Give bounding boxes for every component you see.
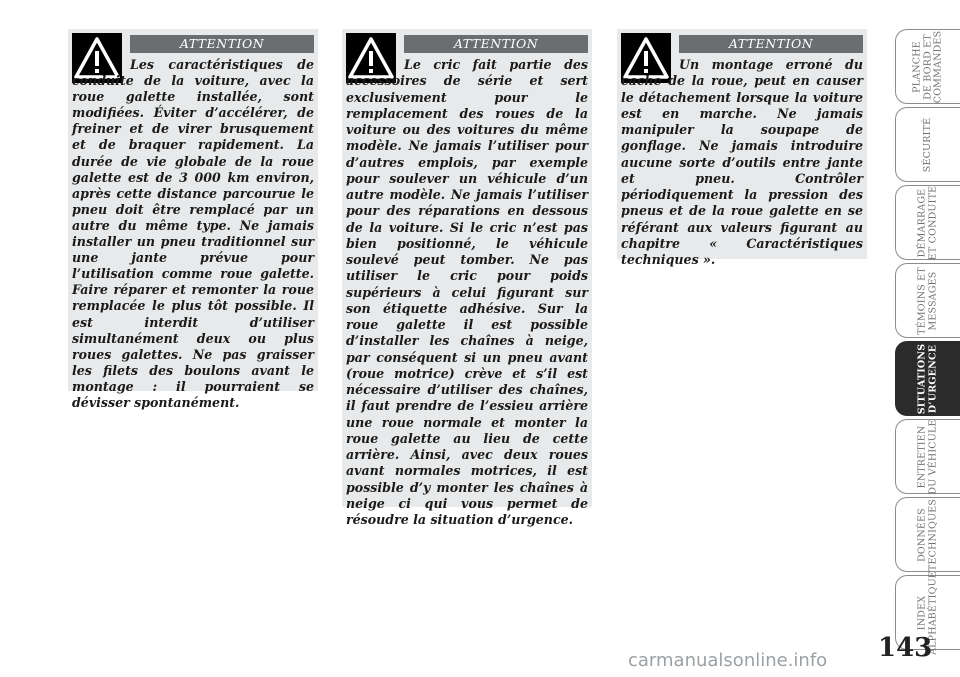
watermark: carmanualsonline.info bbox=[628, 650, 828, 671]
warning-heading: ATTENTION bbox=[679, 35, 863, 53]
tab-securite[interactable] bbox=[895, 107, 960, 182]
tab-situations-urgence[interactable] bbox=[895, 341, 960, 416]
warning-heading: ATTENTION bbox=[130, 35, 314, 53]
tab-label: SÉCURITÉ bbox=[921, 117, 933, 172]
warning-box-2 bbox=[342, 29, 592, 527]
page-number: 143 bbox=[878, 633, 933, 663]
warning-box-1 bbox=[68, 29, 318, 410]
warning-text: Les caractéristiques de conduite de la voiture, avec la roue galette installée, sont modifiées. Éviter d’accélérer, de freiner et de virer brusquement et de braquer rapidement. La durée de vie globale de la roue galette est de 3 000 km environ, après cette distance parcourue le pneu doit être remplacé par un autre du même type. Ne jamais installer un pneu traditionnel sur une jante prévue pour l’utilisation comme roue galette. Faire réparer et remonter la roue remplacée le plus tôt possible. Il est interdit d’utiliser simultanément deux ou plus roues galettes. Ne pas graisser les filets des boulons avant le montage : il pourraient se dévisser spontanément. bbox=[72, 57, 314, 410]
tab-label: PLANCHE DE BORD ET COMMANDES bbox=[911, 30, 944, 103]
tab-label: INDEX ALPHABÉTIQUE bbox=[916, 570, 938, 655]
warning-box-3 bbox=[617, 29, 867, 267]
tab-label: TÉMOINS ET MESSAGES bbox=[916, 266, 938, 335]
warning-heading: ATTENTION bbox=[404, 35, 588, 53]
tab-label: SITUATIONS D’URGENCE bbox=[916, 343, 938, 414]
warning-text: Le cric fait partie des accessoires de série et sert exclusivement pour le remplacement des roues de la voiture ou des voitures du même modèle. Ne jamais l’utiliser pour d’autres emplois, par exemple pour soulever un véhicule d’un autre modèle. Ne jamais l’utiliser pour des réparations en dessous de la voiture. Si le cric n’est pas bien positionné, le véhicule soulevé peut tomber. Ne pas utiliser le cric pour poids supérieurs à celui figurant sur son étiquette adhésive. Sur la roue galette il est possible d’installer les chaînes à neige, par conséquent si un pneu avant (roue motrice) crève et s’il est nécessaire d’utiliser des chaînes, il faut prendre de l’essieu arrière une roue normale et monter la roue galette au lieu de cette arrière. Ainsi, avec deux roues avant normales motrices, il est possible d’y monter les chaînes à neige ci qui vous permet de résoudre la situation d’urgence. bbox=[346, 57, 588, 527]
tab-demarrage[interactable] bbox=[895, 185, 960, 260]
tab-label: DÉMARRAGE ET CONDUITE bbox=[916, 185, 938, 260]
tab-temoins[interactable] bbox=[895, 263, 960, 338]
tab-donnees-techniques[interactable] bbox=[895, 497, 960, 572]
tab-planche-de-bord[interactable] bbox=[895, 29, 960, 104]
tab-entretien[interactable] bbox=[895, 419, 960, 494]
tab-label: ENTRETIEN DU VÉHICULE bbox=[916, 418, 938, 495]
warning-text: Un montage erroné du cache de la roue, peut en causer le détachement lorsque la voiture est en marche. Ne jamais manipuler la soupape de gonflage. Ne jamais introduire aucune sorte d’outils entre jante et pneu. Contrôler périodiquement la pression des pneus et de la roue galette en se référant aux valeurs figurant au chapitre « Caractéristiques techniques ». bbox=[621, 57, 863, 267]
tab-label: DONNÉES TECHNIQUES bbox=[916, 498, 938, 571]
